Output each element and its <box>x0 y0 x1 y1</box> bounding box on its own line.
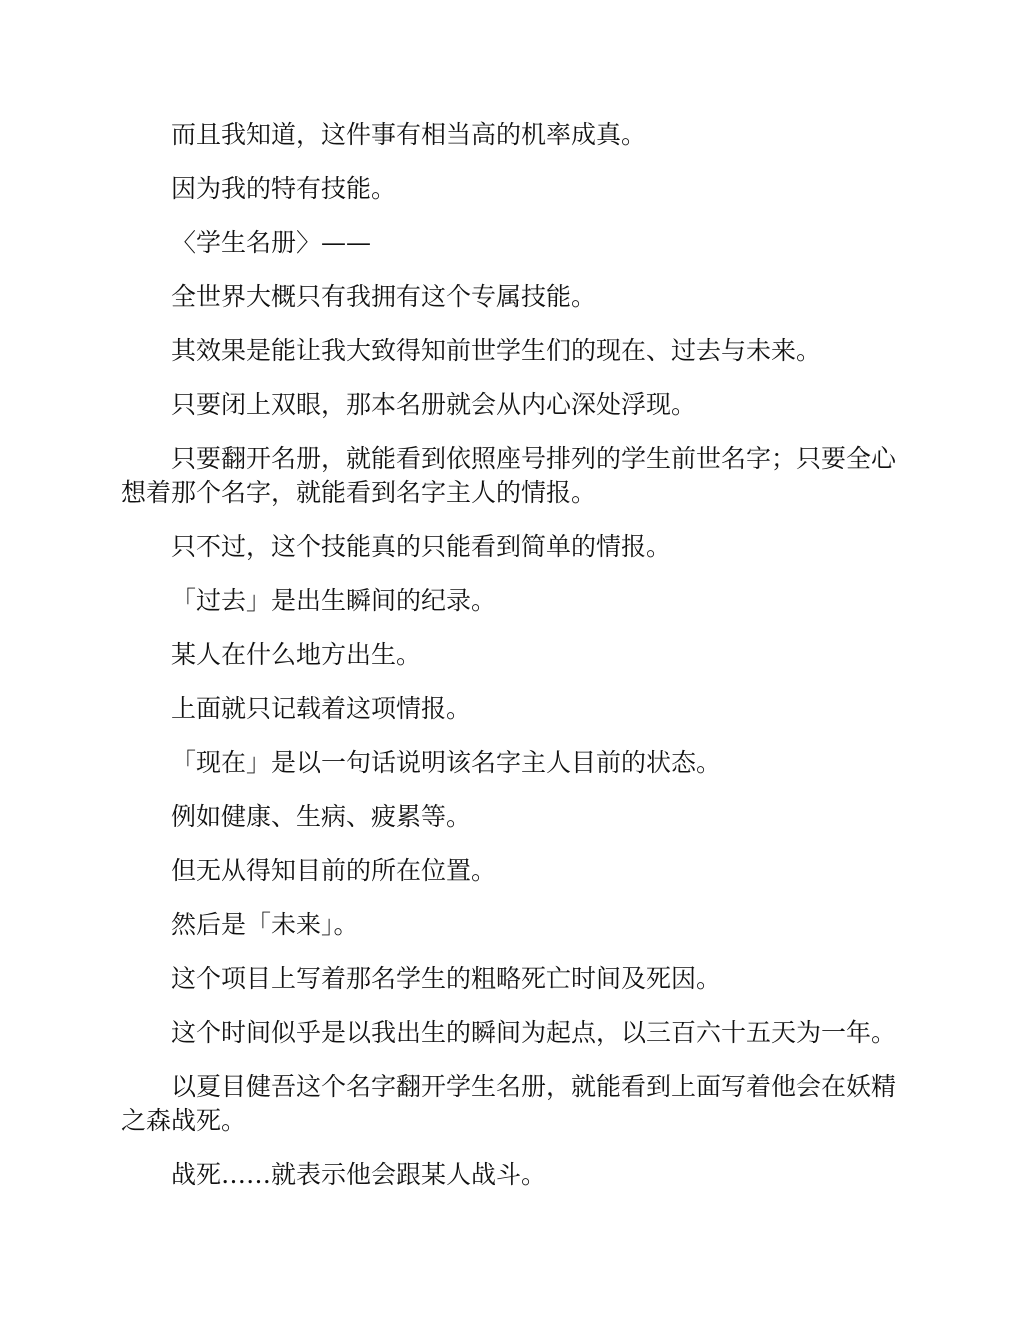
paragraph: 「现在」是以一句话说明该名字主人目前的状态。 <box>171 748 722 777</box>
paragraph: 某人在什么地方出生。 <box>171 640 422 669</box>
paragraph: 这个项目上写着那名学生的粗略死亡时间及死因。 <box>171 964 722 993</box>
paragraph: 战死……就表示他会跟某人战斗。 <box>171 1160 547 1189</box>
paragraph: 「过去」是出生瞬间的纪录。 <box>171 586 497 615</box>
paragraph: 全世界大概只有我拥有这个专属技能。 <box>171 282 597 311</box>
paragraph: 因为我的特有技能。 <box>171 174 397 203</box>
paragraph: 只不过，这个技能真的只能看到简单的情报。 <box>171 532 672 561</box>
paragraph: 然后是「未来」。 <box>171 910 359 939</box>
paragraph: 〈学生名册〉—— <box>171 228 372 257</box>
paragraph: 但无从得知目前的所在位置。 <box>171 856 497 885</box>
paragraph: 上面就只记载着这项情报。 <box>171 694 472 723</box>
paragraph: 只要闭上双眼，那本名册就会从内心深处浮现。 <box>171 390 697 419</box>
paragraph: 其效果是能让我大致得知前世学生们的现在、过去与未来。 <box>171 336 822 365</box>
paragraph: 例如健康、生病、疲累等。 <box>171 802 472 831</box>
paragraph: 以夏目健吾这个名字翻开学生名册，就能看到上面写着他会在妖精之森战死。 <box>121 1072 897 1135</box>
paragraph: 这个时间似乎是以我出生的瞬间为起点，以三百六十五天为一年。 <box>171 1018 897 1047</box>
paragraph: 而且我知道，这件事有相当高的机率成真。 <box>171 120 647 149</box>
paragraph: 只要翻开名册，就能看到依照座号排列的学生前世名字；只要全心想着那个名字，就能看到名字主人的情报。 <box>121 444 897 507</box>
document-page <box>121 118 901 1212</box>
